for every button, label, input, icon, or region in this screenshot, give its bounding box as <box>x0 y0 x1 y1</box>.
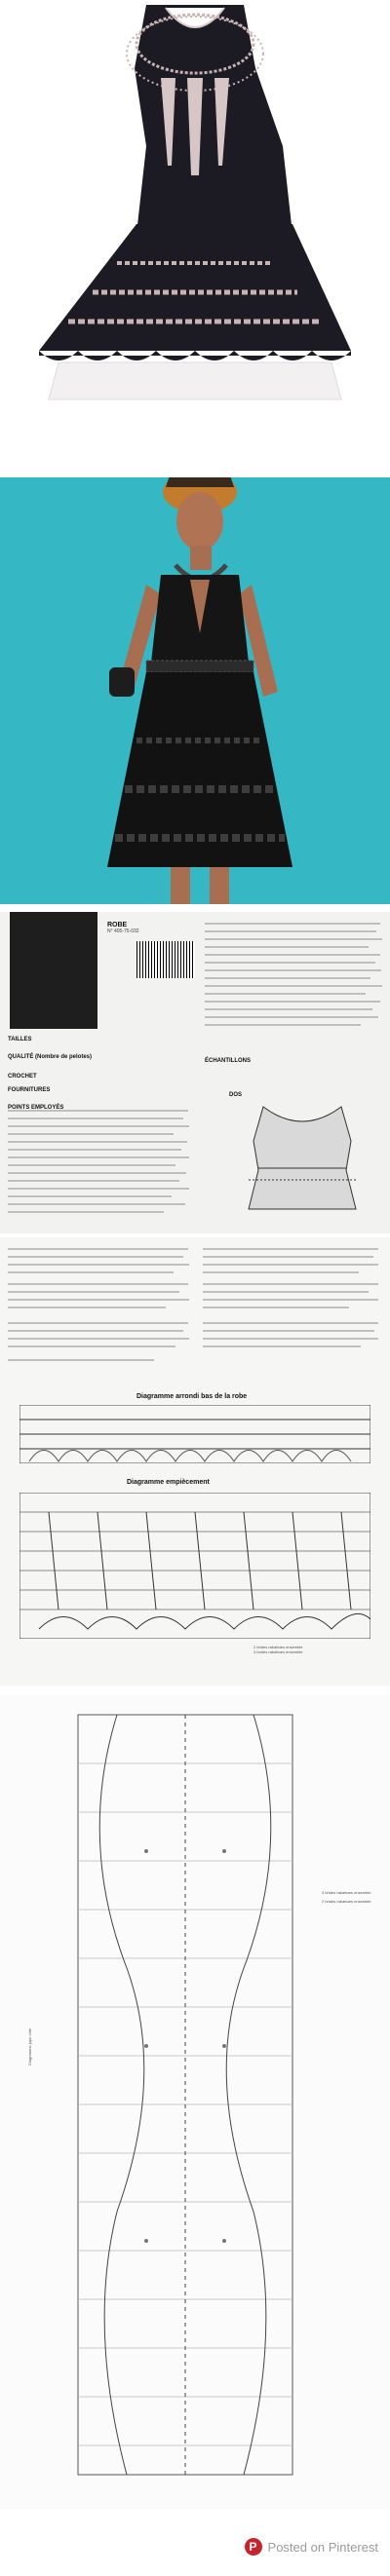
chart2-title: Diagramme empiècement <box>127 1479 210 1486</box>
section-dos: DOS <box>229 1092 243 1098</box>
chart-title: Diagramme arrondi bas de la robe <box>136 1393 248 1400</box>
side-chart-label: Diagramme jupe côté <box>27 2027 32 2065</box>
model-wearing-dress-illustration <box>0 477 390 904</box>
legend-2-brides-side: 2 brides rabattues ensemble <box>322 1899 371 1904</box>
dress-product-photo <box>0 0 390 409</box>
robe-title: ROBE <box>107 922 128 928</box>
section-points: POINTS EMPLOYÉS <box>8 1105 64 1111</box>
pinterest-footer <box>0 2519 390 2576</box>
section-echantillon: ÉCHANTILLONS <box>205 1058 251 1064</box>
model-thumbnail <box>10 912 98 1029</box>
dos-schematic <box>224 1102 380 1229</box>
model-number: N° 405-75-032 <box>107 928 139 934</box>
legend-3-brides-side: 3 brides rabattues ensemble <box>322 1890 371 1895</box>
instructions-text <box>8 1245 383 1382</box>
body-text-right <box>205 920 385 1056</box>
body-text-left <box>8 1107 193 1224</box>
model-photo <box>0 477 390 904</box>
brand-row <box>245 2538 378 2556</box>
section-crochet: CROCHET <box>8 1074 37 1080</box>
crochet-chart-yoke <box>20 1493 370 1639</box>
section-fournitures: FOURNITURES <box>8 1087 51 1093</box>
section-tailles: TAILLES <box>8 1037 32 1042</box>
legend-3-brides: 3 brides rabattues ensemble <box>254 1649 303 1654</box>
crochet-chart-side <box>20 1705 370 2484</box>
crochet-dress-illustration <box>0 0 390 409</box>
pattern-page-1 <box>0 912 390 1233</box>
pinterest-icon: P <box>245 2538 262 2556</box>
barcode-image <box>136 941 195 978</box>
legend-2-brides: 2 brides rabattues ensemble <box>254 1645 303 1649</box>
pattern-page-3 <box>0 1695 390 2509</box>
section-qualite: QUALITÉ (Nombre de pelotes) <box>8 1054 93 1060</box>
crochet-chart-hem <box>20 1405 370 1463</box>
brand-text: Posted on Pinterest <box>267 2539 378 2555</box>
pattern-page-2 <box>0 1237 390 1686</box>
